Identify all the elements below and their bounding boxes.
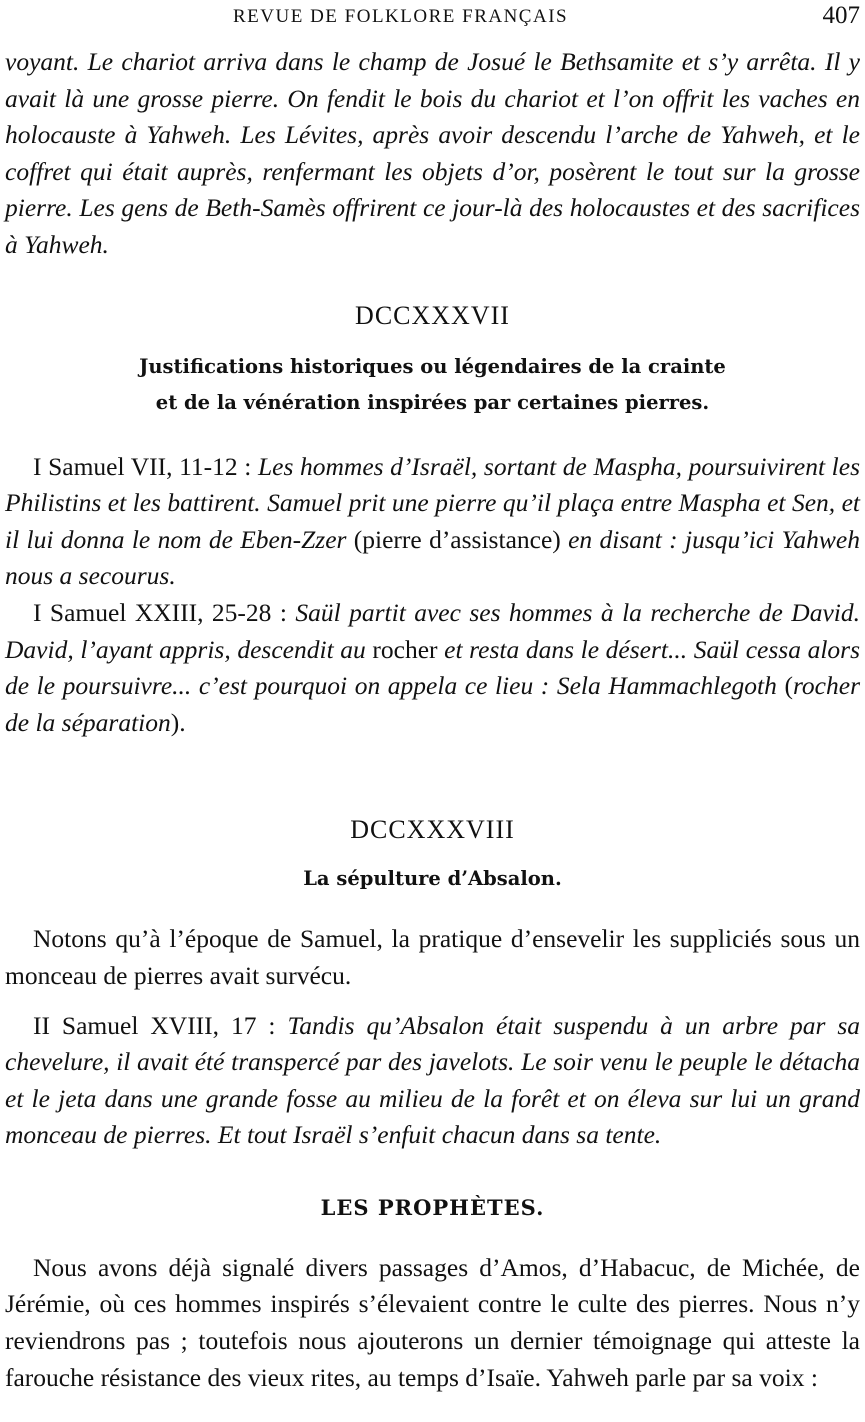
document-page [5,0,860,1396]
section-title-738: La sépulture d’Absalon. [303,867,562,891]
page-number: 407 [822,2,860,29]
samuel-xxiii-quote-part3: rocher de la séparation [5,671,860,737]
section-title-737-line2: et de la vénération inspirées par certaines pierres. [155,390,710,414]
section-title-737 [5,349,860,421]
prophets-paragraph: Nous avons déjà signalé divers passages d’Amos, d’Habacuc, de Michée, de Jérémie, où ces hommes inspirés s’élevaient contre le culte des pierres. Nous n’y reviendrons pas ; toutefois nous ajouterons un dernier témoignage qui atteste la farouche résistance des vieux rites, au temps d’Isaïe. Yahweh parle par sa voix : [5,1252,860,1392]
samuel-xxiii-paren-open: ( [784,671,793,701]
prophets-heading: LES PROPHÈTES. [320,1194,545,1220]
samuel-xxiii-paragraph [5,595,860,741]
samuel-xviii-paragraph [5,1008,860,1154]
samuel-vii-paragraph [5,449,860,595]
section-number-738: DCCXXXVIII [350,815,515,845]
samuel-vii-quote-part2: en disant : jusqu’ici Yahweh nous a secourus. [5,524,860,591]
samuel-xxiii-quote-part2: et resta dans le désert... Saül cessa alors de le poursuivre... c’est pourquoi on appela ce lieu : Sela Hammachlegoth [5,634,860,701]
section-title-737-line1: Justifications historiques ou légendaires de la crainte [139,354,726,378]
intro-paragraph: voyant. Le chariot arriva dans le champ de Josué le Bethsamite et s’y arrêta. Il y avait là une grosse pierre. On fendit le bois du chariot et l’on offrit les vaches en holocauste à Yahweh. Les Lévites, après avoir descendu l’arche de Yahweh, et le coffret qui était auprès, renfermant les objets d’or, posèrent le tout sur la grosse pierre. Les gens de Beth-Samès offrirent ce jour-là des holocaustes et des sacrifices à Yahweh. [5,47,860,259]
running-title: REVUE DE FOLKLORE FRANÇAIS [233,6,569,27]
samuel-xxiii-roman-word: rocher [372,634,438,664]
section-number-737: DCCXXXVII [355,300,510,330]
samuel-vii-gloss: (pierre d’assistance) [346,524,569,554]
samuel-vii-quote-part1: Les hommes d’Israël, sortant de Maspha, poursuivirent les Philistins et les battirent. Samuel prit une pierre qu’il plaça entre Maspha et Sen, et il lui donna le nom de Eben-Zzer [5,451,860,554]
samuel-xviii-reference: II Samuel XVIII, 17 : [33,1010,288,1040]
samuel-xxiii-paren-close: ). [170,707,186,737]
samuel-vii-reference: I Samuel VII, 11-12 : [33,451,258,481]
samuel-xxiii-reference: I Samuel XXIII, 25-28 : [33,597,296,627]
running-header [5,0,860,40]
samuel-xviii-quote: Tandis qu’Absalon était suspendu à un arbre par sa chevelure, il avait été transpercé par des javelots. Le soir venu le peuple le détacha et le jeta dans une grande fosse au milieu de la forêt et on éleva sur lui un grand monceau de pierres. Et tout Israël s’enfuit chacun dans sa tente. [5,1010,860,1150]
absalon-intro-paragraph: Notons qu’à l’époque de Samuel, la pratique d’ensevelir les suppliciés sous un monceau de pierres avait survécu. [5,924,860,990]
samuel-xxiii-quote-part1: Saül partit avec ses hommes à la recherche de David. David, l’ayant appris, descendit au [5,597,860,664]
